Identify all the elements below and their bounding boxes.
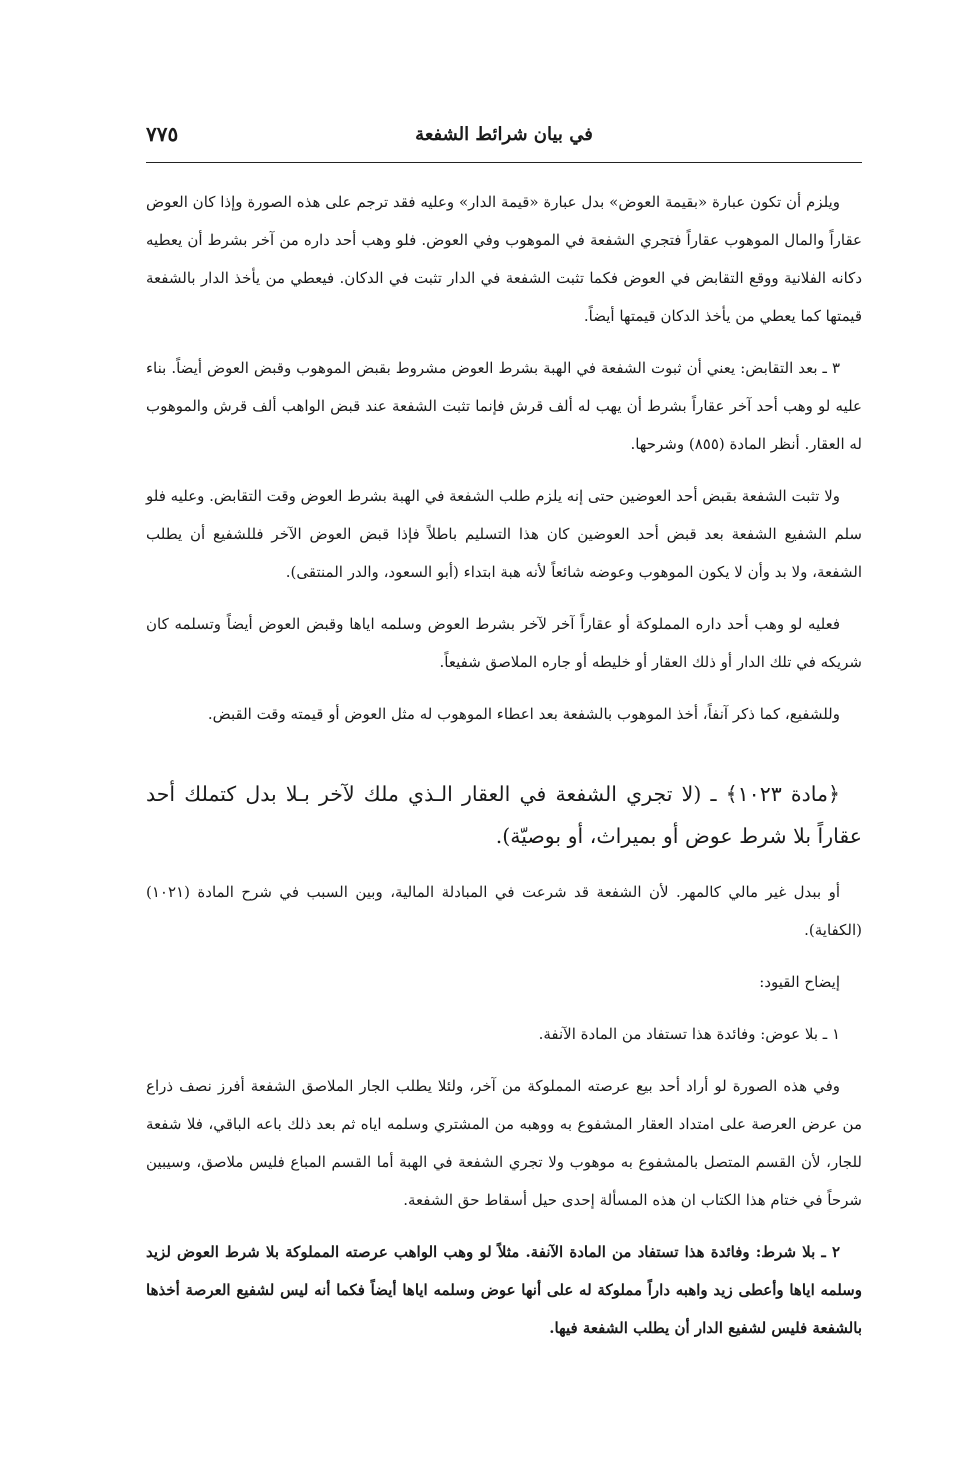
page-number: ٧٧٥: [146, 122, 179, 146]
paragraph: ولا تثبت الشفعة بقبض أحد العوضين حتى إنه يلزم طلب الشفعة في الهبة بشرط العوض وقت التقابض. وعليه فلو سلم الشفيع الشفعة بعد قبض أحد العوضين كان هذا التسليم باطلاً فإذا قبض العوض الآخر فللشفيع أن يطلب الشفعة، ولا بد وأن لا يكون الموهوب وعوضه شائعاً لأنه هبة ابتداء (أبو السعود، والدر المنتقى).: [146, 487, 862, 581]
paragraph: ويلزم أن تكون عبارة «بقيمة العوض» بدل عبارة «قيمة الدار» وعليه فقد ترجم على هذه الصورة وإذا كان العوض عقاراً والمال الموهوب عقاراً فتجري الشفعة في الموهوب وفي العوض. فلو وهب أحد داره من آخر بشرط أن يعطيه دكانه الفلانية ووقع التقابض في العوض فكما تثبت الشفعة في الدار تثبت في الدكان. فيعطي من يأخذ الدار بالشفعة قيمتها كما يعطي من يأخذ الدكان قيمتها أيضاً.: [146, 193, 862, 325]
page-body: [146, 183, 862, 1347]
list-item: ١ ـ بلا عوض: وفائدة هذا تستفاد من المادة الآنفة.: [538, 1025, 840, 1043]
document-page: [146, 118, 862, 1361]
paragraph: وللشفيع، كما ذكر آنفاً، أخذ الموهوب بالشفعة بعد اعطاء الموهوب له مثل العوض أو قيمته وقت القبض.: [207, 705, 840, 723]
article-heading: ﴿مادة ١٠٢٣﴾ ـ (لا تجري الشفعة في العقار الـذي ملك لآخر بـلا بدل كتملك أحد عقاراً بلا شرط عوض أو بميراث، أو بوصيّة).: [146, 782, 862, 848]
list-item: ٢ ـ بلا شرط: وفائدة هذا تستفاد من المادة الآنفة. مثلاً لو وهب الواهب عرصته المملوكة بلا شرط العوض لزيد وسلمه اياها وأعطى زيد واهبه داراً مملوكة له على أنها عوض وسلمه اياها أيضاً فكما أنه ليس لشفيع العرصة أخذها بالشفعة فليس لشفيع الدار أن يطلب الشفعة فيها.: [146, 1243, 862, 1337]
section-subheading: إيضاح القيود:: [759, 973, 840, 991]
running-title: في بيان شرائط الشفعة: [415, 124, 593, 145]
paragraph: فعليه لو وهب أحد داره المملوكة أو عقاراً آخر لآخر بشرط العوض وسلمه اياها وقبض العوض أيضاً وتسلمه كان شريكه في تلك الدار أو ذلك العقار أو خليطه أو جاره الملاصق شفيعاً.: [146, 615, 862, 671]
paragraph: ٣ ـ بعد التقابض: يعني أن ثبوت الشفعة في الهبة بشرط العوض مشروط بقبض الموهوب وقبض العوض أيضاً. بناء عليه لو وهب أحد آخر عقاراً بشرط أن يهب له ألف قرش فإنما تثبت الشفعة عند قبض الواهب ألف قرش والموهوب له العقار. أنظر المادة (٨٥٥) وشرحها.: [146, 359, 862, 453]
paragraph: وفي هذه الصورة لو أراد أحد بيع عرصته المملوكة من آخر، ولئلا يطلب الجار الملاصق الشفعة أفرز نصف ذراع من عرض العرصة على امتداد العقار المشفوع به ووهبه من المشتري وسلمه اياه ثم بعد ذلك باعه الباقي، فلا شفعة للجار، لأن القسم المتصل بالمشفوع به موهوب ولا تجري الشفعة في الهبة أما القسم المباع فليس ملاصق، وسيبين شرحاً في ختام هذا الكتاب ان هذه المسألة إحدى حيل أسقاط حق الشفعة.: [146, 1077, 862, 1209]
paragraph: أو ببدل غير مالي كالمهر. لأن الشفعة قد شرعت في المبادلة المالية، وبين السبب في شرح المادة (١٠٢١) (الكفاية).: [146, 883, 862, 939]
page-header: [146, 118, 862, 163]
